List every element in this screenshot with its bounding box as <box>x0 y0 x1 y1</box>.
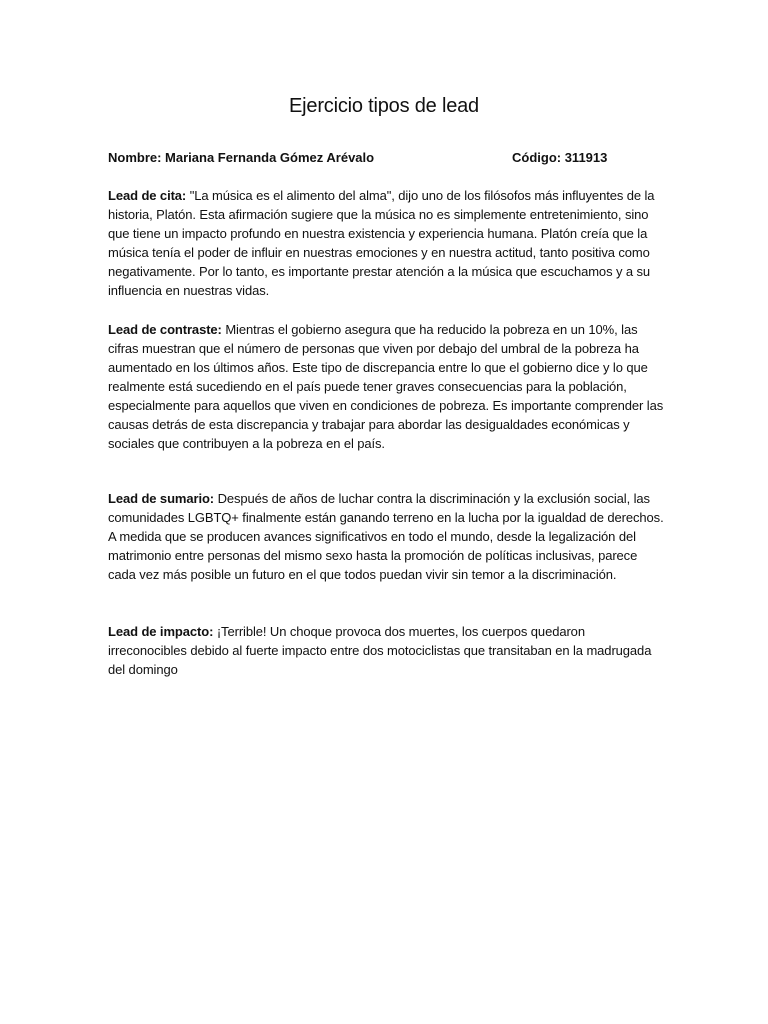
student-info-row <box>108 148 668 170</box>
lead-paragraph-cita <box>108 186 664 300</box>
lead-paragraph-contraste <box>108 320 664 453</box>
lead-label: Lead de cita: <box>108 188 187 203</box>
lead-label: Lead de sumario: <box>108 491 215 506</box>
document-title: Ejercicio tipos de lead <box>289 95 479 117</box>
lead-text: "La música es el alimento del alma", dijo uno de los filósofos más influyentes de la historia, Platón. Esta afirmación sugiere que la música no es simplemente entretenimiento, sino que tiene un impacto profundo en nuestra existencia y experiencia humana. Platón creía que la música tenía el poder de influir en nuestras emociones y en nuestra actitud, tanto positiva como negativamente. Por lo tanto, es importante prestar atención a la música que escuchamos y a su influencia en nuestras vidas. <box>108 188 655 298</box>
lead-paragraph-impacto <box>108 622 664 679</box>
lead-label: Lead de contraste: <box>108 322 222 337</box>
lead-label: Lead de impacto: <box>108 624 214 639</box>
lead-paragraph-sumario <box>108 489 664 584</box>
lead-text: Después de años de luchar contra la discriminación y la exclusión social, las comunidades LGBTQ+ finalmente están ganando terreno en la lucha por la igualdad de derechos. A medida que se producen avances significativos en todo el mundo, desde la legalización del matrimonio entre personas del mismo sexo hasta la promoción de políticas inclusivas, parece cada vez más posible un futuro en el que todos puedan vivir sin temor a la discriminación. <box>108 491 664 582</box>
lead-text: ¡Terrible! Un choque provoca dos muertes, los cuerpos quedaron irreconocibles debido al fuerte impacto entre dos motociclistas que transitaban en la madrugada del domingo <box>108 624 652 677</box>
student-code: Código: 311913 <box>512 150 608 165</box>
student-name: Nombre: Mariana Fernanda Gómez Arévalo <box>108 150 375 165</box>
lead-text: Mientras el gobierno asegura que ha reducido la pobreza en un 10%, las cifras muestran que el número de personas que viven por debajo del umbral de la pobreza ha aumentado en los últimos años. Este tipo de discrepancia entre lo que el gobierno dice y lo que realmente está sucediendo en el país puede tener graves consecuencias para la población, especialmente para aquellos que viven en condiciones de pobreza. Es importante comprender las causas detrás de esta discrepancia y trabajar para abordar las desigualdades económicas y sociales que contribuyen a la pobreza en el país. <box>108 322 664 451</box>
